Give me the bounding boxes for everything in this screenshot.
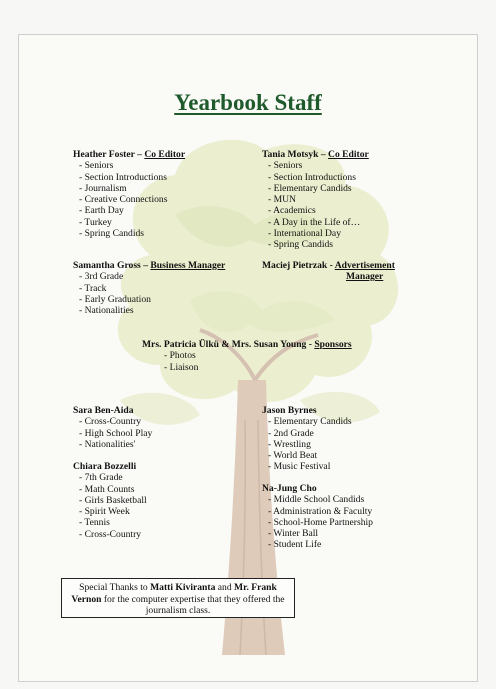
list-item: - Turkey — [79, 217, 185, 228]
staff-name: Maciej Pietrzak — [262, 260, 328, 271]
list-item: - World Beat — [268, 450, 352, 461]
staff-name: Jason Byrnes — [262, 405, 317, 416]
list-item: - Creative Connections — [79, 194, 185, 205]
list-item: - Administration & Faculty — [268, 506, 373, 517]
staff-na-jung-cho — [262, 483, 373, 551]
staff-tania-motsyk — [262, 149, 369, 251]
list-item: - Spring Candids — [268, 239, 369, 250]
list-item: - Academics — [268, 205, 369, 216]
staff-name: Na-Jung Cho — [262, 483, 317, 494]
list-item: - Journalism — [79, 183, 185, 194]
list-item: - Seniors — [268, 160, 369, 171]
separator: – — [140, 260, 151, 271]
staff-role: Business Manager — [150, 260, 226, 271]
list-item: - Spirit Week — [79, 506, 147, 517]
task-list — [73, 271, 225, 316]
sponsor-role: Sponsors — [314, 339, 352, 350]
thanks-mid: and — [215, 582, 235, 593]
task-list — [73, 472, 147, 540]
sponsor-names: Mrs. Patricia Ülkü & Mrs. Susan Young — [142, 339, 307, 350]
list-item: - Cross-Country — [79, 416, 152, 427]
staff-role: Co Editor — [144, 149, 186, 160]
staff-name: Heather Foster — [73, 149, 135, 160]
staff-heather-foster — [73, 149, 185, 239]
list-item: - Photos — [164, 350, 352, 361]
list-item: - Nationalities' — [79, 439, 152, 450]
thanks-lead: Special Thanks to — [79, 582, 151, 593]
staff-role: Co Editor — [328, 149, 369, 160]
staff-chiara-bozzelli — [73, 461, 147, 540]
list-item: - 3rd Grade — [79, 271, 225, 282]
thanks-rest: for the computer expertise that they offered the journalism class. — [101, 593, 285, 617]
list-item: - Early Graduation — [79, 294, 225, 305]
staff-jason-byrnes — [262, 405, 352, 473]
task-list — [73, 160, 185, 239]
staff-samantha-gross — [73, 260, 225, 316]
list-item: - Nationalities — [79, 305, 225, 316]
staff-name: Samantha Gross — [73, 260, 141, 271]
list-item: - Liaison — [164, 362, 352, 373]
list-item: - Math Counts — [79, 484, 147, 495]
list-item: - Section Introductions — [79, 172, 185, 183]
list-item: - Elementary Candids — [268, 416, 352, 427]
list-item: - International Day — [268, 228, 369, 239]
task-list — [142, 350, 352, 373]
list-item: - Student Life — [268, 539, 373, 550]
special-thanks-box — [61, 578, 295, 618]
separator: – — [134, 149, 145, 160]
list-item: - Winter Ball — [268, 528, 373, 539]
sponsors — [142, 339, 352, 373]
list-item: - 2nd Grade — [268, 428, 352, 439]
list-item: - Tennis — [79, 517, 147, 528]
list-item: - Music Festival — [268, 461, 352, 472]
staff-sara-ben-aida — [73, 405, 152, 450]
separator: - — [306, 339, 315, 350]
staff-maciej-pietrzak — [262, 260, 395, 283]
list-item: - Middle School Candids — [268, 494, 373, 505]
list-item: - Seniors — [79, 160, 185, 171]
list-item: - A Day in the Life of… — [268, 217, 369, 228]
staff-name: Chiara Bozzelli — [73, 461, 137, 472]
task-list — [73, 416, 152, 450]
task-list — [262, 494, 373, 550]
page-title: Yearbook Staff — [174, 90, 322, 115]
list-item: - Girls Basketball — [79, 495, 147, 506]
separator: – — [318, 149, 329, 160]
list-item: - MUN — [268, 194, 369, 205]
list-item: - School-Home Partnership — [268, 517, 373, 528]
list-item: - Wrestling — [268, 439, 352, 450]
staff-name: Sara Ben-Aida — [73, 405, 134, 416]
task-list — [262, 160, 369, 250]
list-item: - Track — [79, 283, 225, 294]
list-item: - High School Play — [79, 428, 152, 439]
thanks-person-2: Mr. Frank Vernon — [71, 582, 277, 605]
staff-role-continued: Manager — [346, 271, 384, 283]
list-item: - 7th Grade — [79, 472, 147, 483]
list-item: - Section Introductions — [268, 172, 369, 183]
separator: - — [327, 260, 335, 271]
staff-name: Tania Motsyk — [262, 149, 319, 160]
list-item: - Spring Candids — [79, 228, 185, 239]
task-list — [262, 416, 352, 472]
staff-role: Advertisement — [334, 260, 395, 271]
list-item: - Earth Day — [79, 205, 185, 216]
list-item: - Elementary Candids — [268, 183, 369, 194]
thanks-person-1: Matti Kiviranta — [150, 582, 216, 593]
list-item: - Cross-Country — [79, 529, 147, 540]
